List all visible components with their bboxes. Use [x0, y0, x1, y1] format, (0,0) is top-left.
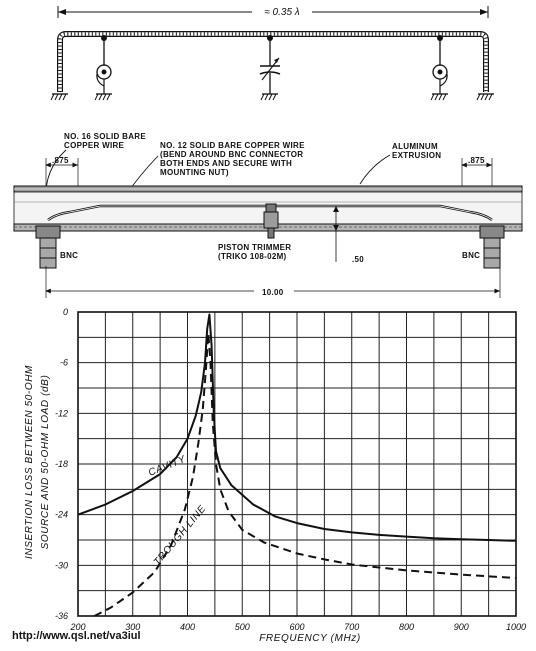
trimmer-label-line2: (TRIKO 108-02M) [218, 252, 287, 261]
bnc-connector-left [36, 226, 60, 268]
dim-right: .875 [468, 156, 485, 165]
bnc-port-right [431, 35, 448, 100]
label-aluminum-line2: EXTRUSION [392, 151, 442, 160]
schematic [51, 4, 494, 100]
y-tick-label: -36 [54, 611, 68, 621]
y-axis-label-line1: INSERTION LOSS BETWEEN 50-OHM [24, 365, 35, 559]
label-no16-line1: NO. 16 SOLID BARE [64, 132, 147, 141]
coax-outer [60, 34, 486, 92]
length-label: ≈ 0.35 λ [264, 7, 300, 18]
bnc-connector-right [480, 226, 504, 268]
x-tick-label: 900 [453, 622, 469, 632]
x-tick-label: 600 [289, 622, 305, 632]
x-tick-label: 500 [234, 622, 250, 632]
label-no12-line2: (BEND AROUND BNC CONNECTOR [160, 150, 304, 159]
x-tick-label: 700 [344, 622, 360, 632]
label-no12-line3: BOTH ENDS AND SECURE WITH [160, 159, 293, 168]
source-url[interactable]: http://www.qsl.net/va3iul [12, 630, 141, 642]
y-tick-label: 0 [62, 307, 68, 317]
label-aluminum-line1: ALUMINUM [392, 142, 438, 151]
bnc-port-left [95, 35, 112, 100]
y-tick-labels [55, 307, 68, 621]
piston-trimmer [264, 204, 278, 238]
x-tick-label: 800 [398, 622, 415, 632]
dim-left: .875 [52, 156, 69, 165]
series-label-trough-line: TROUGH LINE [151, 503, 209, 568]
bnc-left-label: BNC [60, 251, 79, 260]
y-axis-label-line2: SOURCE AND 50-OHM LOAD (dB) [40, 374, 51, 550]
y-tick-label: -12 [54, 408, 68, 419]
ground-symbol-left [51, 94, 68, 100]
y-tick-label: -6 [59, 357, 68, 368]
x-tick-label: 400 [179, 622, 196, 632]
dim-length: 10.00 [262, 288, 284, 297]
dim-height: .50 [352, 255, 365, 264]
bnc-right-label: BNC [462, 251, 481, 260]
y-tick-label: -30 [54, 560, 68, 571]
insertion-loss-chart [24, 307, 526, 644]
variable-capacitor [260, 35, 280, 100]
x-tick-label: 200 [70, 622, 86, 632]
y-tick-label: -24 [54, 509, 68, 520]
chart-grid [78, 312, 516, 616]
label-no12-line1: NO. 12 SOLID BARE COPPER WIRE [160, 141, 305, 150]
x-tick-label: 1000 [505, 622, 527, 632]
label-no16-line2: COPPER WIRE [64, 141, 125, 150]
series-label-cavity: CAVITY [147, 453, 188, 479]
label-no12-line4: MOUNTING NUT) [160, 168, 229, 177]
x-tick-label: 300 [125, 622, 141, 632]
y-tick-label: -18 [54, 459, 68, 469]
trimmer-label-line1: PISTON TRIMMER [218, 243, 292, 252]
ground-symbol-right [477, 94, 494, 100]
x-axis-label: FREQUENCY (MHz) [259, 633, 361, 644]
mechanical-drawing [14, 132, 522, 298]
